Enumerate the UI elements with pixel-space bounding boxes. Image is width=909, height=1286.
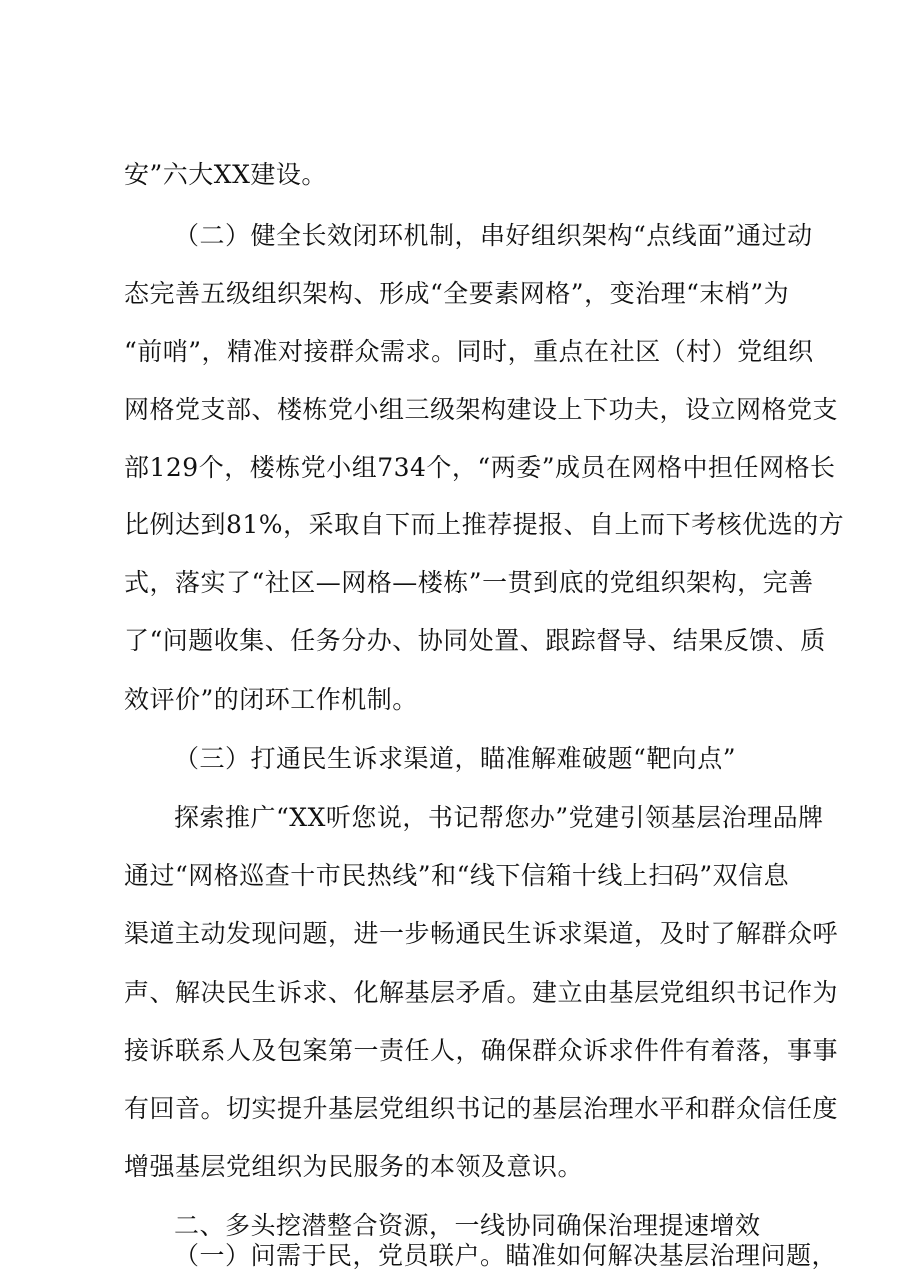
text-line xyxy=(0,621,909,661)
line-text: 接诉联系人及包案第一责任人，确保群众诉求件件有着落，事事 xyxy=(124,1036,839,1065)
text-line xyxy=(0,1147,909,1187)
line-text: 二、多头挖潜整合资源，一线协同确保治理提速增效 xyxy=(174,1211,761,1240)
line-text: （二）健全长效闭环机制，串好组织架构“点线面”通过动 xyxy=(174,221,813,250)
line-text: 比例达到81%，采取自下而上推荐提报、自上而下考核优选的方 xyxy=(124,510,845,539)
text-line xyxy=(0,448,909,488)
line-text: （一）问需于民，党员联户。瞄准如何解决基层治理问题， xyxy=(174,1241,838,1270)
line-text: 态完善五级组织架构、形成“全要素网格”，变治理“末梢”为 xyxy=(124,279,790,308)
line-text: 安”六大XX建设。 xyxy=(124,160,327,189)
line-text: 声、解决民生诉求、化解基层矛盾。建立由基层党组织书记作为 xyxy=(124,978,839,1007)
line-text: 探索推广“XX听您说，书记帮您办”党建引领基层治理品牌 xyxy=(174,803,824,832)
line-text: 效评价”的闭环工作机制。 xyxy=(124,685,418,714)
text-line xyxy=(0,390,909,430)
text-line xyxy=(0,332,909,372)
line-text: 网格党支部、楼栋党小组三级架构建设上下功夫，设立网格党支 xyxy=(124,395,839,424)
line-text: （三）打通民生诉求渠道，瞄准解难破题“靶向点” xyxy=(174,744,737,773)
line-text: 式，落实了“社区—网格—楼栋”一贯到底的党组织架构，完善 xyxy=(124,568,814,597)
text-line xyxy=(0,1089,909,1129)
text-line xyxy=(0,274,909,314)
text-line xyxy=(0,680,909,720)
line-text: 了“问题收集、任务分办、协同处置、跟踪督导、结果反馈、质 xyxy=(124,626,826,655)
line-text: “前哨”，精准对接群众需求。同时，重点在社区（村）党组织 xyxy=(124,337,814,366)
text-line xyxy=(0,505,909,545)
text-line xyxy=(0,1031,909,1071)
text-line xyxy=(0,798,909,838)
text-line xyxy=(0,216,909,256)
line-text: 通过“网格巡查十市民热线”和“线下信箱十线上扫码”双信息 xyxy=(124,861,790,890)
text-line xyxy=(0,914,909,954)
text-line xyxy=(0,856,909,896)
text-line xyxy=(0,973,909,1013)
line-text: 部129个，楼栋党小组734个，“两委”成员在网格中担任网格长 xyxy=(124,453,836,482)
line-text: 增强基层党组织为民服务的本领及意识。 xyxy=(124,1152,584,1181)
text-line xyxy=(0,1236,909,1276)
section-heading xyxy=(0,739,909,779)
line-text: 渠道主动发现问题，进一步畅通民生诉求渠道，及时了解群众呼 xyxy=(124,919,839,948)
line-text: 有回音。切实提升基层党组织书记的基层治理水平和群众信任度 xyxy=(124,1094,839,1123)
text-line xyxy=(0,563,909,603)
text-line xyxy=(0,155,909,195)
